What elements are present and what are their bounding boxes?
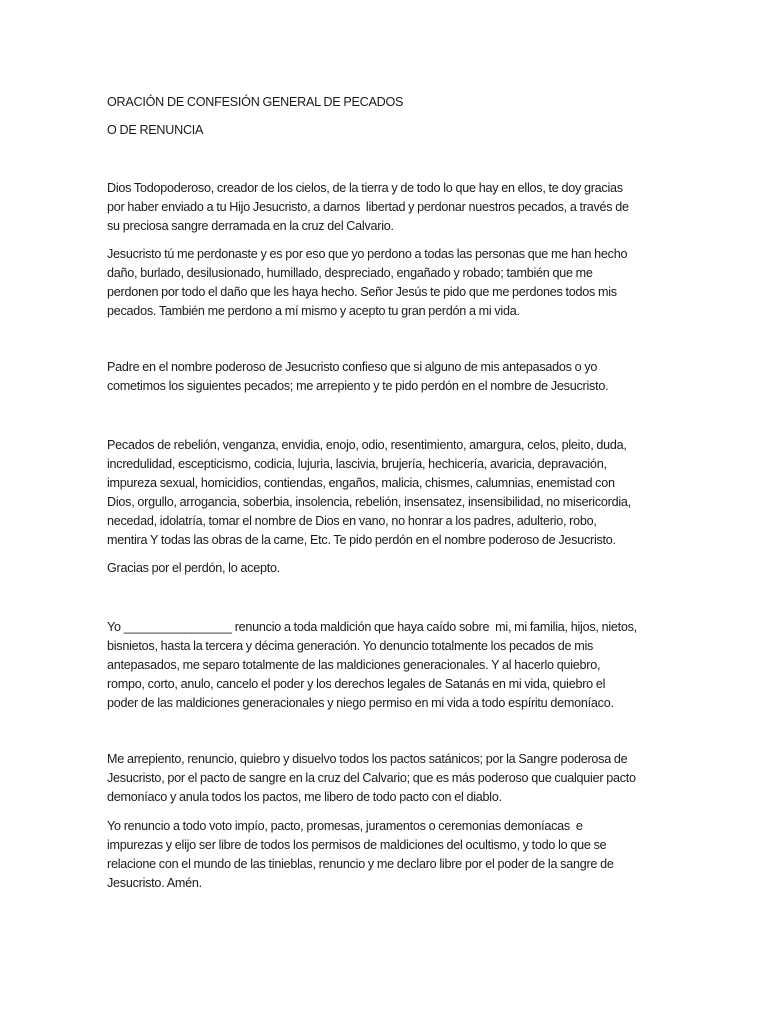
paragraph-line: impurezas y elijo ser libre de todos los permisos de maldiciones del ocultismo, y todo lo que se bbox=[107, 838, 607, 852]
paragraph-line: por haber enviado a tu Hijo Jesucristo, a darnos libertad y perdonar nuestros pecados, a través de bbox=[107, 200, 629, 214]
paragraph-line: Padre en el nombre poderoso de Jesucristo confieso que si alguno de mis antepasados o yo bbox=[107, 360, 598, 374]
paragraph-line: Pecados de rebelión, venganza, envidia, enojo, odio, resentimiento, amargura, celos, pleito, duda, bbox=[107, 438, 627, 452]
paragraph-line: su preciosa sangre derramada en la cruz del Calvario. bbox=[107, 219, 394, 233]
paragraph-line: poder de las maldiciones generacionales y niego permiso en mi vida a todo espíritu demoníaco. bbox=[107, 696, 614, 710]
document-title: ORACIÓN DE CONFESIÓN GENERAL DE PECADOS bbox=[107, 95, 404, 109]
document-subtitle: O DE RENUNCIA bbox=[107, 123, 204, 137]
paragraph-line: daño, burlado, desilusionado, humillado, despreciado, engañado y robado; también que me bbox=[107, 266, 593, 280]
paragraph-line: Dios, orgullo, arrogancia, soberbia, insolencia, rebelión, insensatez, insensibilidad, no misericordia, bbox=[107, 495, 631, 509]
paragraph-line: Jesucristo, por el pacto de sangre en la cruz del Calvario; que es más poderoso que cualquier pacto bbox=[107, 771, 636, 785]
paragraph-line: Jesucristo tú me perdonaste y es por eso que yo perdono a todas las personas que me han hecho bbox=[107, 247, 628, 261]
paragraph-line: Jesucristo. Amén. bbox=[107, 876, 202, 890]
paragraph-line: perdonen por todo el daño que les haya hecho. Señor Jesús te pido que me perdones todos mis bbox=[107, 285, 617, 299]
paragraph-line: antepasados, me separo totalmente de las maldiciones generacionales. Y al hacerlo quiebro, bbox=[107, 658, 601, 672]
paragraph-line: incredulidad, escepticismo, codicia, lujuria, lascivia, brujería, hechicería, avaricia, depravación, bbox=[107, 457, 607, 471]
paragraph-line: impureza sexual, homicidios, contiendas, engaños, malicia, chismes, calumnias, enemistad con bbox=[107, 476, 615, 490]
paragraph-line: Gracias por el perdón, lo acepto. bbox=[107, 561, 280, 575]
paragraph-line: Me arrepiento, renuncio, quiebro y disuelvo todos los pactos satánicos; por la Sangre poderosa de bbox=[107, 752, 628, 766]
paragraph-line: pecados. También me perdono a mí mismo y acepto tu gran perdón a mi vida. bbox=[107, 304, 520, 318]
paragraph-line: rompo, corto, anulo, cancelo el poder y los derechos legales de Satanás en mi vida, quiebro el bbox=[107, 677, 606, 691]
paragraph-line: relacione con el mundo de las tinieblas, renuncio y me declaro libre por el poder de la sangre de bbox=[107, 857, 614, 871]
paragraph-line: Yo ________________ renuncio a toda maldición que haya caído sobre mi, mi familia, hijos, nietos, bbox=[107, 620, 637, 634]
paragraph-line: Yo renuncio a todo voto impío, pacto, promesas, juramentos o ceremonias demoníacas e bbox=[107, 819, 583, 833]
paragraph-line: cometimos los siguientes pecados; me arrepiento y te pido perdón en el nombre de Jesucristo. bbox=[107, 379, 609, 393]
paragraph-line: necedad, idolatría, tomar el nombre de Dios en vano, no honrar a los padres, adulterio, robo, bbox=[107, 514, 597, 528]
paragraph-line: bisnietos, hasta la tercera y décima generación. Yo denuncio totalmente los pecados de mis bbox=[107, 639, 594, 653]
paragraph-line: Dios Todopoderoso, creador de los cielos, de la tierra y de todo lo que hay en ellos, te doy gracias bbox=[107, 181, 623, 195]
paragraph-line: demoníaco y anula todos los pactos, me libero de todo pacto con el diablo. bbox=[107, 790, 502, 804]
paragraph-line: mentira Y todas las obras de la carne, Etc. Te pido perdón en el nombre poderoso de Jesucristo. bbox=[107, 533, 616, 547]
